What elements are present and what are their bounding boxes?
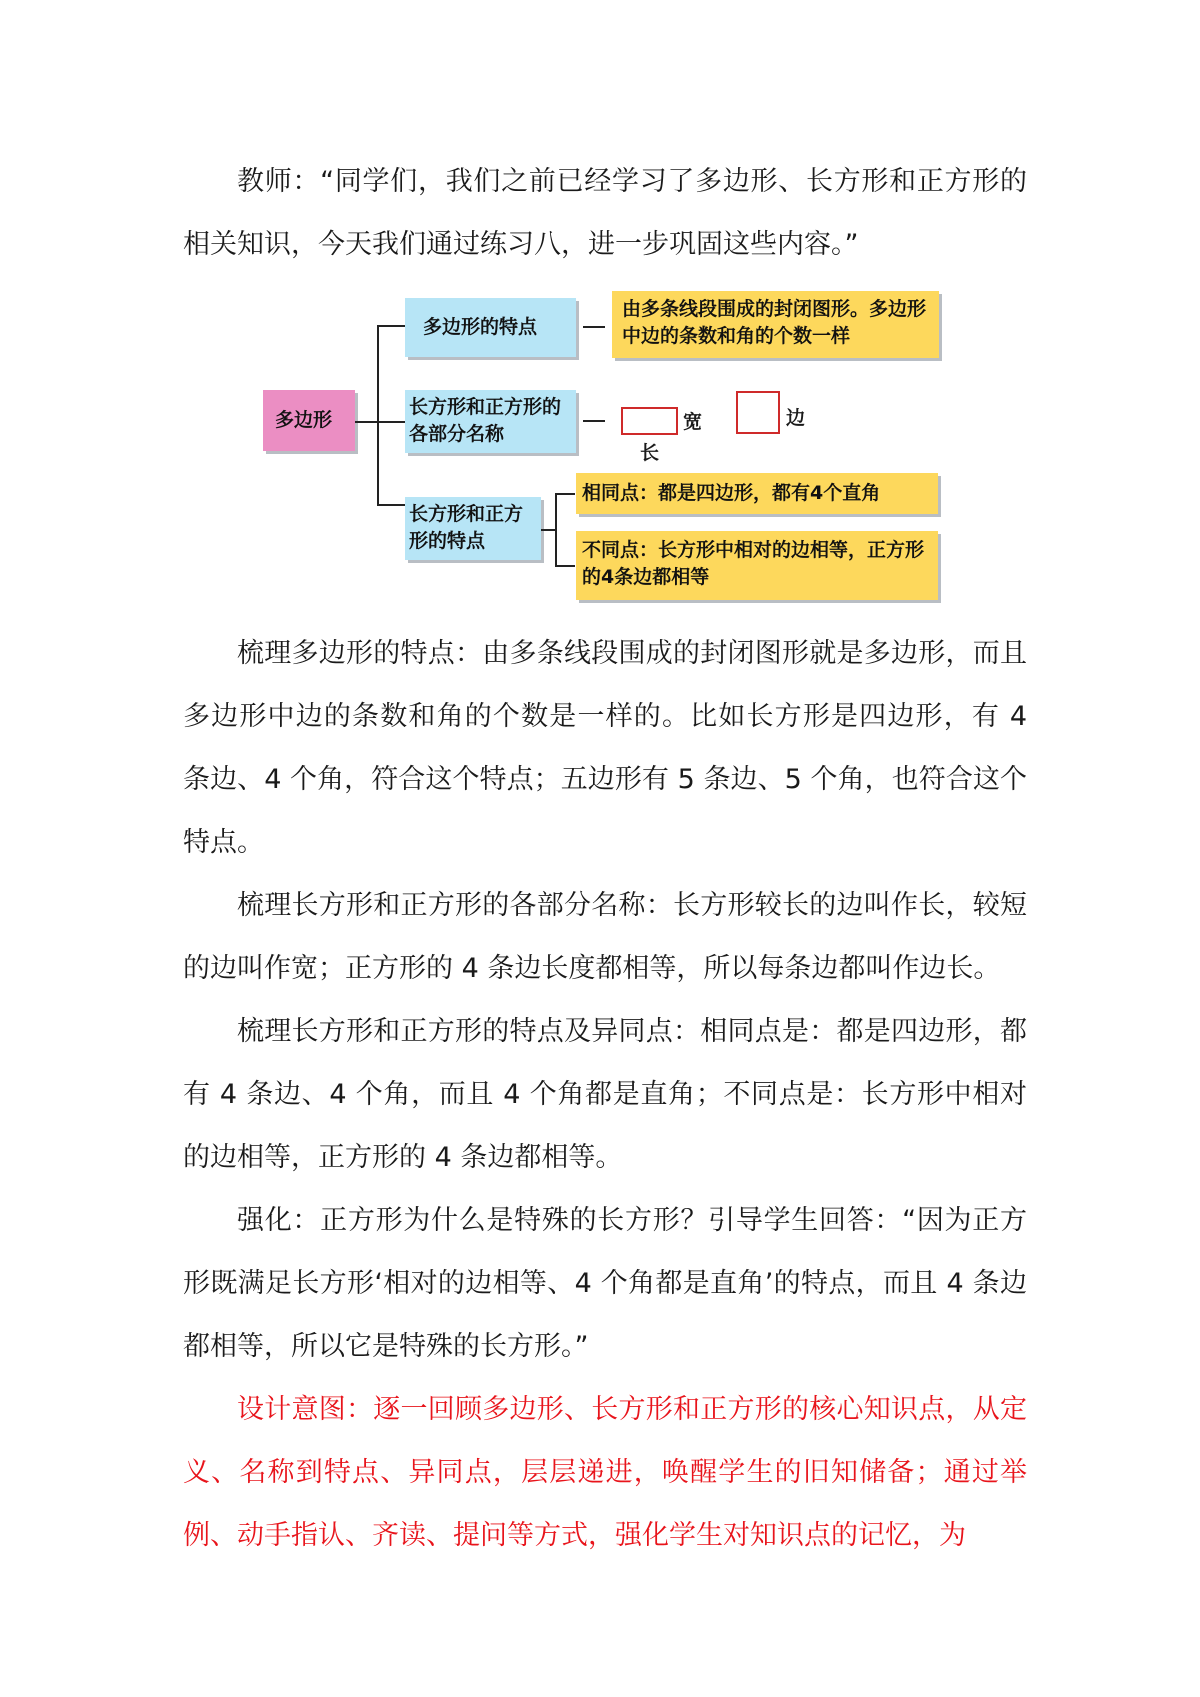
branch-parts-names [405, 390, 576, 453]
paragraph-reinforcement: 强化：正方形为什么是特殊的长方形？引导学生回答：“因为正方形既满足长方形‘相对的边相等、4 个角都是直角’的特点，而且 4 条边都相等，所以它是特殊的长方形。” [183, 1205, 1027, 1362]
branch-parts-names-label: 长方形和正方形的各部分名称 [409, 396, 562, 445]
connector [583, 420, 605, 422]
connector [541, 529, 555, 531]
rectangle-figure [621, 407, 678, 435]
connector [555, 565, 575, 567]
length-label: 长 [640, 442, 660, 464]
design-intent-paragraph: 设计意图：逐一回顾多边形、长方形和正方形的核心知识点，从定义、名称到特点、异同点，层层递进，唤醒学生的旧知储备；通过举例、动手指认、齐读、提问等方式，强化学生对知识点的记忆，为 [183, 1394, 1027, 1551]
connector [555, 493, 575, 495]
root-label: 多边形 [275, 409, 333, 431]
connector [583, 326, 605, 328]
paragraph-similarities: 梳理长方形和正方形的特点及异同点：相同点是：都是四边形，都有 4 条边、4 个角，而且 4 个角都是直角；不同点是：长方形中相对的边相等，正方形的 4 条边都相等。 [183, 1016, 1027, 1173]
branch-rect-square-features-label: 长方形和正方形的特点 [409, 503, 524, 552]
connector [355, 421, 377, 423]
side-label: 边 [786, 407, 806, 429]
difference-box [576, 531, 938, 600]
similarity-text: 相同点：都是四边形，都有4个直角 [582, 482, 881, 504]
connector [377, 504, 405, 506]
intro-paragraph: 教师：“同学们，我们之前已经学习了多边形、长方形和正方形的相关知识，今天我们通过练习八，进一步巩固这些内容。” [183, 166, 1027, 260]
width-label: 宽 [683, 411, 703, 433]
root-node [263, 390, 355, 451]
connector [377, 325, 405, 327]
polygon-definition-box [612, 291, 939, 358]
connector [555, 493, 557, 566]
connector [377, 421, 405, 423]
square-figure [736, 391, 780, 434]
polygon-definition-text: 由多条线段围成的封闭图形。多边形中边的条数和角的个数一样 [622, 298, 927, 347]
difference-text: 不同点：长方形中相对的边相等，正方形的4条边都相等 [582, 539, 925, 588]
similarity-box [576, 473, 938, 514]
branch-polygon-features [405, 298, 576, 357]
paragraph-polygon: 梳理多边形的特点：由多条线段围成的封闭图形就是多边形，而且多边形中边的条数和角的个数是一样的。比如长方形是四边形，有 4 条边、4 个角，符合这个特点；五边形有 5 条边、5 个角，也符合这个特点。 [183, 638, 1027, 858]
connector [377, 325, 379, 505]
branch-polygon-features-label: 多边形的特点 [423, 316, 538, 338]
paragraph-parts-names: 梳理长方形和正方形的各部分名称：长方形较长的边叫作长，较短的边叫作宽；正方形的 4 条边长度都相等，所以每条边都叫作边长。 [183, 890, 1027, 984]
branch-rect-square-features [405, 497, 541, 560]
